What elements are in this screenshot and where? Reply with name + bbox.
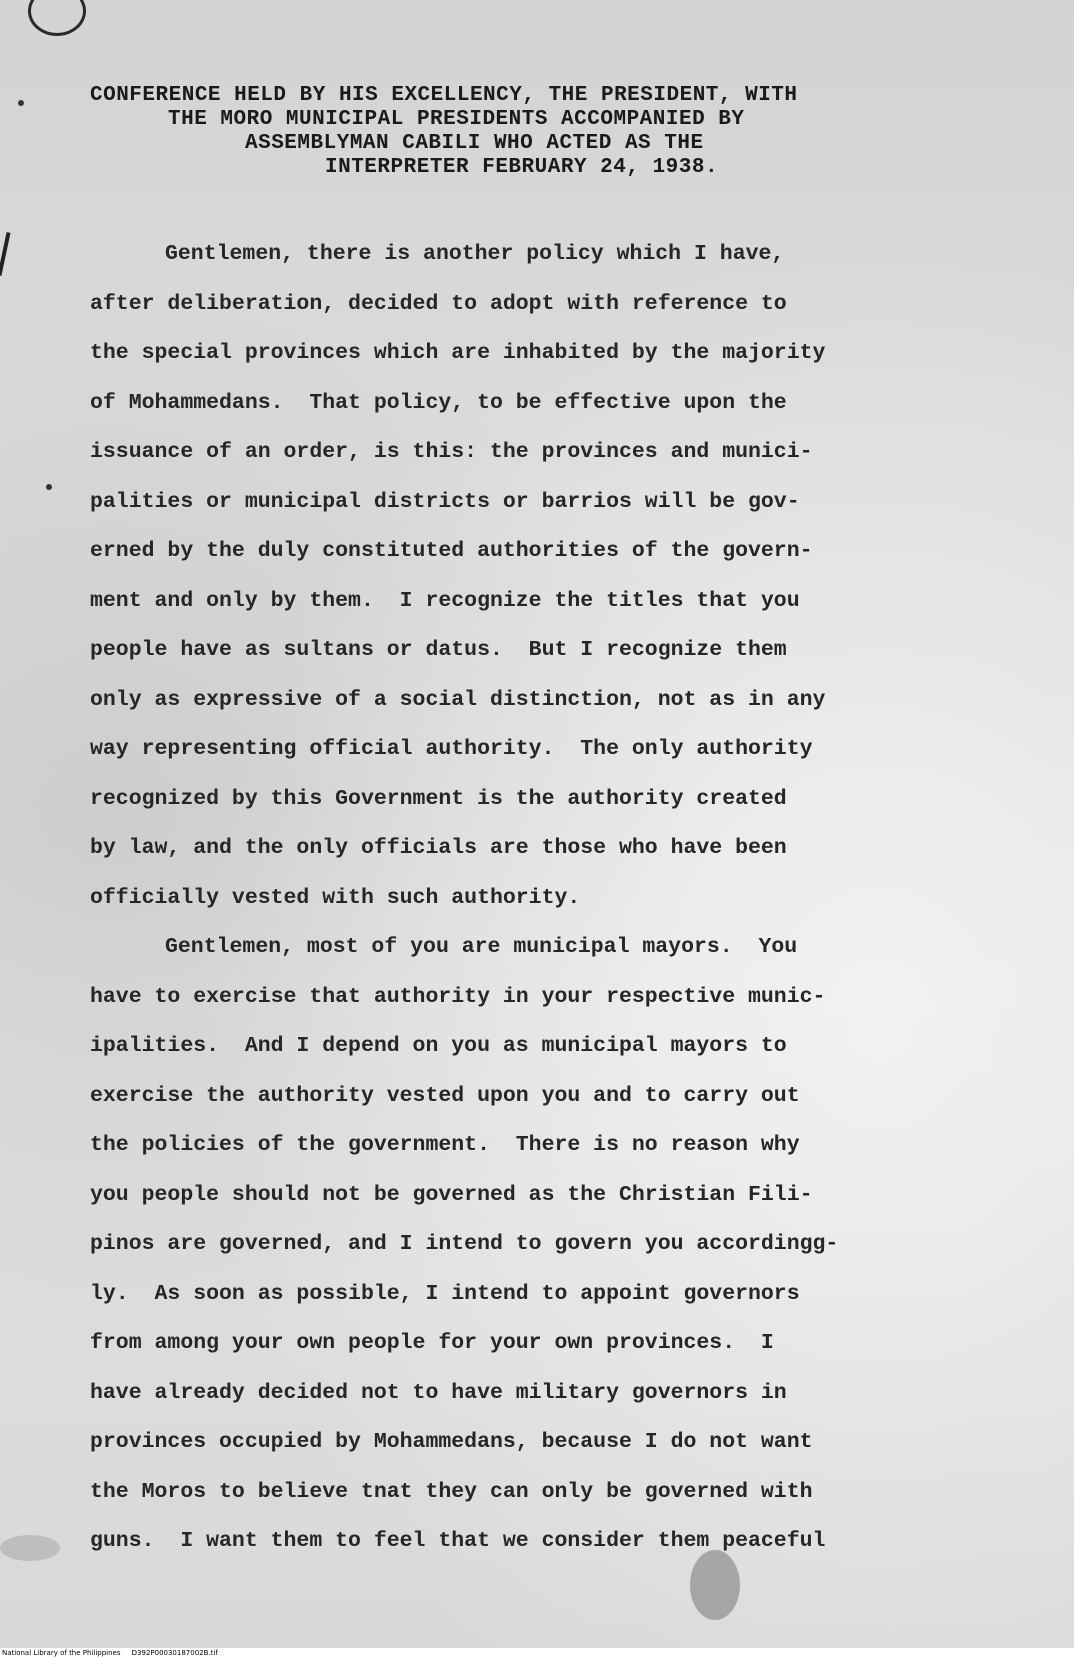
smudge (0, 1535, 60, 1561)
text-line: after deliberation, decided to adopt with reference to (90, 291, 787, 316)
document-heading (90, 84, 950, 180)
text-line: the Moros to believe tnat they can only be governed with (90, 1479, 813, 1504)
footer-library: National Library of the Philippines (2, 1649, 121, 1657)
footer-filename: D392P00030187002B.tif (131, 1649, 218, 1657)
scan-footer (2, 1649, 218, 1658)
text-line: the policies of the government. There is no reason why (90, 1133, 800, 1157)
text-line: of Mohammedans. That policy, to be effective upon the (90, 390, 787, 415)
margin-mark (0, 232, 11, 276)
text-line: the special provinces which are inhabited by the majority (90, 341, 826, 365)
heading-line: CONFERENCE HELD BY HIS EXCELLENCY, THE PRESIDENT, WITH (90, 84, 798, 107)
text-line: by law, and the only officials are those who have been (90, 836, 787, 860)
text-line: exercise the authority vested upon you and to carry out (90, 1083, 800, 1108)
text-line: you people should not be governed as the Christian Fili- (90, 1182, 813, 1207)
document-body (90, 230, 990, 1567)
text-line: erned by the duly constituted authorities of the govern- (90, 539, 813, 563)
margin-dot (18, 100, 24, 106)
text-line: provinces occupied by Mohammedans, because I do not want (90, 1430, 813, 1454)
text-line: palities or municipal districts or barrios will be gov- (90, 489, 800, 514)
ink-mark (28, 0, 86, 36)
text-line: have already decided not to have military governors in (90, 1380, 787, 1405)
text-line: recognized by this Government is the authority created (90, 786, 787, 811)
text-line: pinos are governed, and I intend to govern you accordingg- (90, 1232, 839, 1256)
text-line: issuance of an order, is this: the provinces and munici- (90, 440, 813, 464)
text-line: guns. I want them to feel that we consider them peaceful (90, 1529, 826, 1553)
text-line: have to exercise that authority in your respective munic- (90, 984, 826, 1009)
text-line: Gentlemen, most of you are municipal mayors. You (165, 935, 798, 959)
text-line: people have as sultans or datus. But I recognize them (90, 638, 787, 662)
text-line: ly. As soon as possible, I intend to appoint governors (90, 1281, 800, 1306)
text-line: officially vested with such authority. (90, 885, 581, 910)
text-line: way representing official authority. The only authority (90, 737, 813, 761)
text-line: ipalities. And I depend on you as municipal mayors to (90, 1034, 787, 1058)
text-line: from among your own people for your own provinces. I (90, 1331, 774, 1355)
heading-line: INTERPRETER FEBRUARY 24, 1938. (325, 156, 719, 179)
margin-dot (46, 484, 52, 490)
heading-line: THE MORO MUNICIPAL PRESIDENTS ACCOMPANIED BY (168, 108, 745, 131)
text-line: Gentlemen, there is another policy which I have, (165, 242, 785, 266)
heading-line: ASSEMBLYMAN CABILI WHO ACTED AS THE (245, 132, 704, 155)
text-line: ment and only by them. I recognize the titles that you (90, 588, 800, 613)
text-line: only as expressive of a social distinction, not as in any (90, 687, 826, 712)
